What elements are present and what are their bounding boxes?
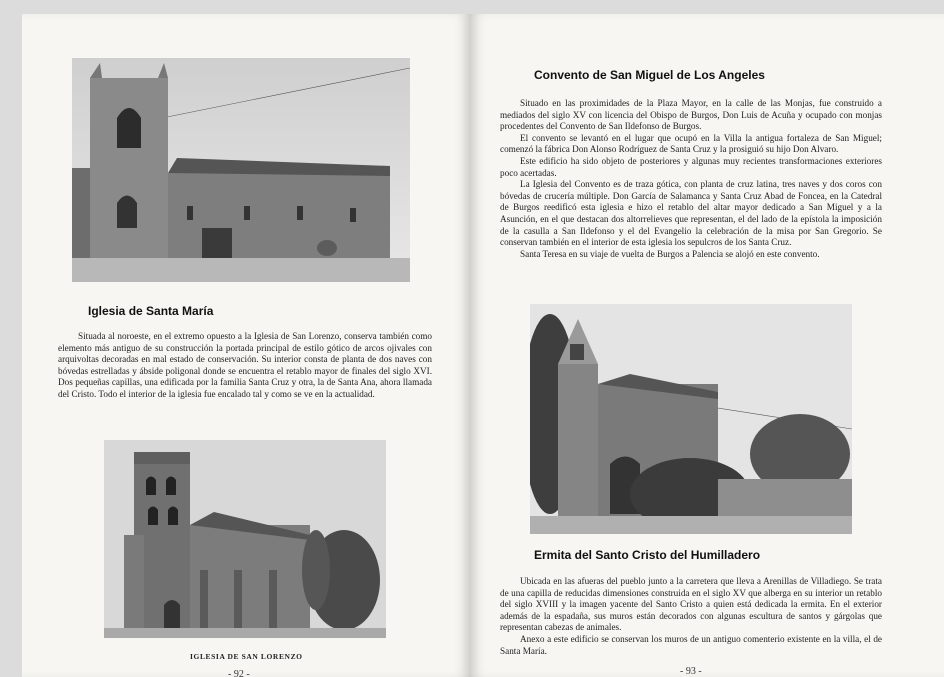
right-page <box>470 14 944 677</box>
heading-iglesia-santa-maria: Iglesia de Santa María <box>88 304 214 318</box>
photo-iglesia-santa-maria <box>72 58 410 282</box>
paragraph-text: Situada al noroeste, en el extremo opuesto a la Iglesia de San Lorenzo, conserva también como elemento más antiguo de su construcción la portada principal de estilo gótico de arcos ojivales con arquivoltas decoradas en mal estado de conservación. Su interior consta de planta de dos naves con bóvedas estrelladas y ábside poligonal donde se encuentra el retablo mayor de finales del siglo XVI. Dos pequeñas capillas, una edificada por la familia Santa Cruz y otra, la de Santa Ana, ahora llamada del Cristo. Todo el interior de la iglesia fue encalado tal y como se ve en la actualidad. <box>58 331 432 399</box>
paragraphs-ermita <box>500 576 882 657</box>
heading-ermita-santo-cristo: Ermita del Santo Cristo del Humilladero <box>534 548 761 562</box>
photo-ermita-humilladero <box>530 304 852 534</box>
paragraph-convento-2: El convento se levantó en el lugar que ocupó en la Villa la antigua fortaleza de San Miguel; comenzó la fábrica Don Alonso Rodríguez de Santa Cruz y la prosiguió su hijo Don Alvaro. <box>500 132 882 155</box>
caption-san-lorenzo: IGLESIA DE SAN LORENZO <box>190 652 303 661</box>
left-page <box>22 14 470 677</box>
heading-convento-san-miguel: Convento de San Miguel de Los Angeles <box>534 68 765 82</box>
paragraph-convento-5: Santa Teresa en su viaje de vuelta de Burgos a Palencia se alojó en este convento. <box>520 248 820 259</box>
paragraph-convento-4: La Iglesia del Convento es de traza gótica, con planta de cruz latina, tres naves y dos coros con bóvedas de crucería múltiple. Don García de Salamanca y Santa Cruz Abad de Foncea, en la Catedral de Burgos reedificó esta iglesia e hizo el retablo del altar mayor dedicado a San Miguel y a la Asunción, en el que destacan dos altorrelieves que representan, el del lado de la epístola la imposición de la casulla a San Ildefonso y el del Evangelio la celebración de la misa por San Gregorio. Se conservan también en el interior de esta iglesia los sepulcros de los Santa Cruz. <box>500 179 882 248</box>
page-number-left: - 92 - <box>228 669 250 677</box>
paragraph-ermita-1: Ubicada en las afueras del pueblo junto a la carretera que lleva a Arenillas de Villadiego. Se trata de una capilla de reducidas dimensiones construida en el siglo XV que alberga en su interior un retablo del siglo XVIII y la imagen yacente del Santo Cristo a quien está dedicada la ermita. En el exterior además de la espadaña, sus muros están decorados con algunas escultura de santos y gárgolas que representan cabezas de animales. <box>500 576 882 633</box>
paragraphs-convento <box>500 98 882 260</box>
photo-iglesia-san-lorenzo <box>104 440 386 638</box>
paragraph-convento-1: Situado en las proximidades de la Plaza Mayor, en la calle de las Monjas, fue construido a mediados del siglo XV con licencia del Obispo de Burgos, Don Luis de Acuña y ocupado con monjas procedentes del Convento de San Ildefonso de Burgos. <box>500 98 882 132</box>
paragraph-iglesia-santa-maria <box>58 331 432 401</box>
paragraph-ermita-2: Anexo a este edificio se conservan los muros de un antiguo comenterio existente en la villa, el de Santa María. <box>500 633 882 656</box>
page-number-right: - 93 - <box>680 666 702 677</box>
paragraph-convento-3: Este edificio ha sido objeto de posteriores y algunas muy recientes transformaciones exteriores poco acertadas. <box>500 155 882 178</box>
